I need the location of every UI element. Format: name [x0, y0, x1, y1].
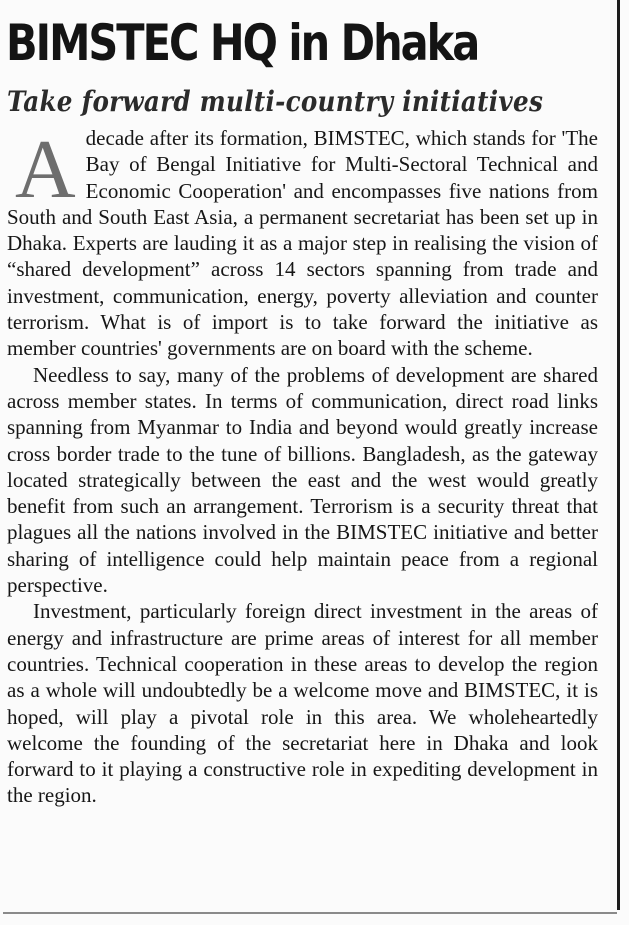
drop-cap: A [15, 123, 76, 216]
column-rule [617, 0, 620, 910]
paragraph-1 [7, 125, 598, 362]
bottom-rule [3, 912, 617, 914]
article-body [7, 125, 598, 809]
paragraph-3: Investment, particularly foreign direct investment in the areas of energy and infrastructure are prime areas of interest for all member countries. Technical cooperation in these areas to develop the region as a whole will undoubtedly be a welcome move and BIMSTEC, it is hoped, will play a pivotal role in this area. We wholeheartedly welcome the founding of the secretariat here in Dhaka and look forward to it playing a constructive role in expediting development in the region. [7, 599, 598, 808]
paragraph-2: Needless to say, many of the problems of development are shared across member states. In terms of communication, direct road links spanning from Myanmar to India and beyond would greatly increase cross border trade to the tune of billions. Bangladesh, as the gateway located strategically between the east and the west would greatly benefit from such an arrangement. Terrorism is a security threat that plagues all the nations involved in the BIMSTEC initiative and better sharing of intelligence could help maintain peace from a regional perspective. [7, 362, 598, 598]
headline: BIMSTEC HQ in Dhaka [6, 14, 479, 72]
subheadline: Take forward multi-country initiatives [7, 85, 544, 118]
paragraph-1-text: decade after its formation, BIMSTEC, which stands for 'The Bay of Bengal Initiative for Multi-Sectoral Technical and Economic Cooperation' and encompasses five nations from South and South East Asia, a permanent secretariat has been set up in Dhaka. Experts are lauding it as a major step in realising the vision of “shared development” across 14 sectors spanning from trade and investment, communication, energy, poverty alleviation and counter terrorism. What is of import is to take forward the initiative as member countries' governments are on board with the scheme. [7, 126, 598, 361]
